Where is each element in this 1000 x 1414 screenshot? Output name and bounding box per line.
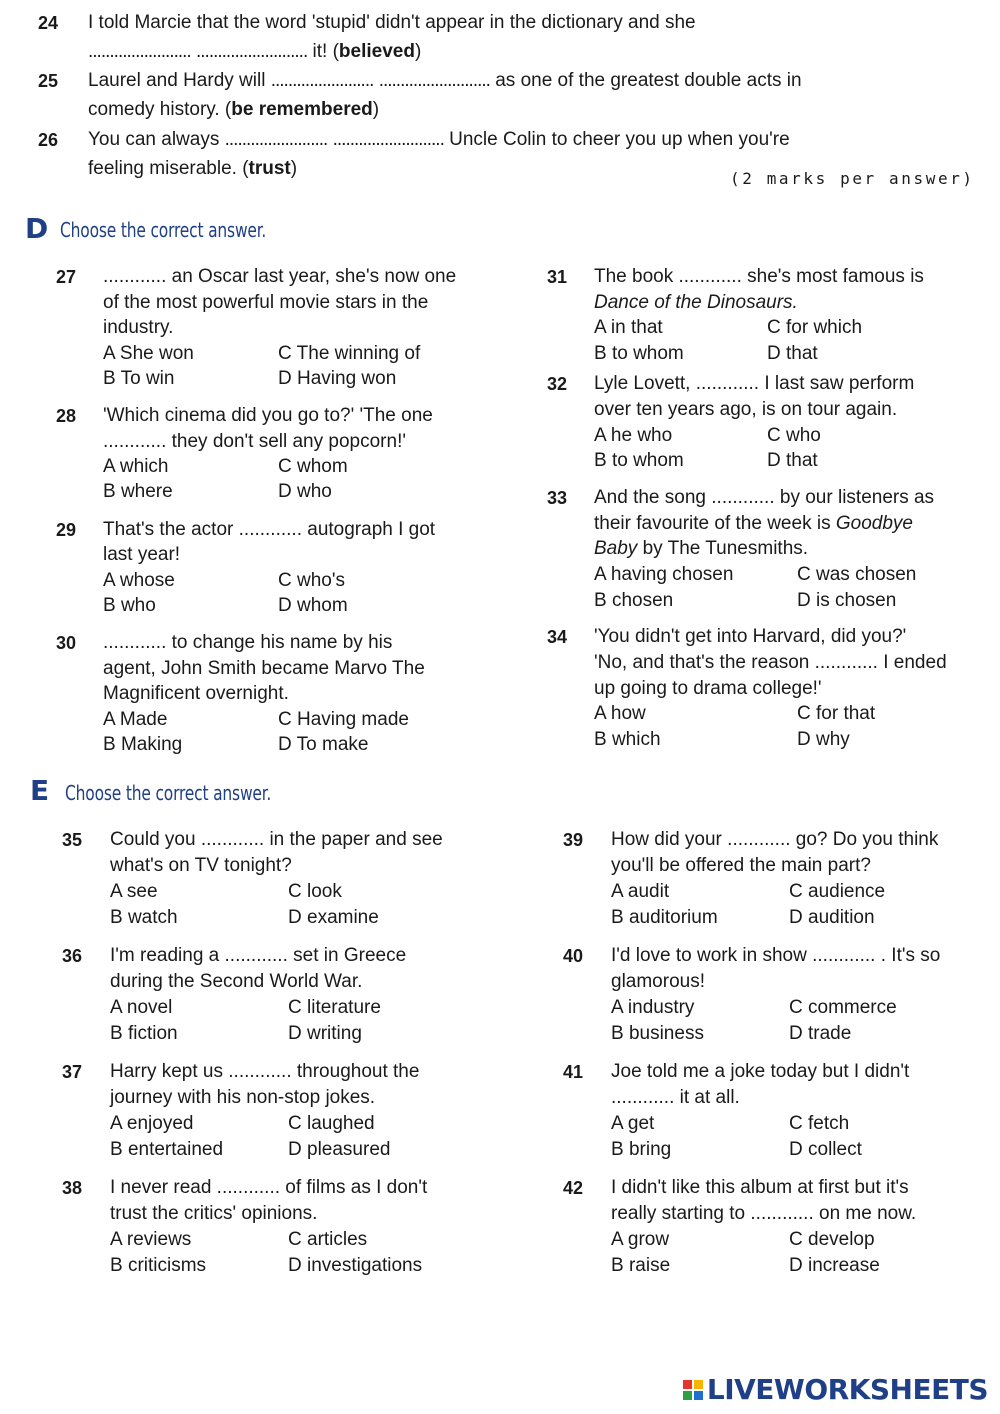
q25-close: ) bbox=[372, 99, 380, 120]
q42-number: 42 bbox=[563, 1178, 584, 1198]
q40-option-b[interactable]: B business bbox=[611, 1023, 704, 1044]
q34-line1: 'You didn't get into Harvard, did you?' bbox=[594, 626, 907, 647]
q25-line2-text: comedy history. ( bbox=[88, 99, 232, 120]
q34-line3: up going to drama college!' bbox=[594, 678, 822, 699]
q30-line1: ............ to change his name by his bbox=[103, 632, 393, 653]
q24-blank1[interactable]: ........................ bbox=[88, 41, 191, 62]
q39-option-d[interactable]: D audition bbox=[789, 907, 875, 928]
logo-square-yellow bbox=[694, 1380, 703, 1389]
q36-option-a[interactable]: A novel bbox=[110, 997, 173, 1018]
q30-option-b[interactable]: B Making bbox=[103, 734, 183, 755]
q28-line1: 'Which cinema did you go to?' 'The one bbox=[103, 405, 433, 426]
q31-option-b[interactable]: B to whom bbox=[594, 343, 684, 364]
q30-line2: agent, John Smith became Marvo The bbox=[103, 658, 425, 679]
q41-option-d[interactable]: D collect bbox=[789, 1139, 862, 1160]
q35-option-c[interactable]: C look bbox=[288, 881, 342, 902]
q30-line3: Magnificent overnight. bbox=[103, 683, 289, 704]
q25-number: 25 bbox=[38, 71, 59, 91]
q26-close: ) bbox=[290, 158, 298, 179]
q24-close: ) bbox=[414, 41, 422, 62]
q24-blank2[interactable]: .......................... bbox=[195, 41, 308, 62]
q30-option-c[interactable]: C Having made bbox=[278, 709, 409, 730]
q33-line1: And the song ............ by our listeners as bbox=[594, 487, 935, 508]
q33-title-part1: Goodbye bbox=[835, 513, 913, 534]
q31-line1: The book ............ she's most famous is bbox=[594, 266, 924, 287]
marks-note: (2 marks per answer) bbox=[730, 169, 975, 188]
q28-option-b[interactable]: B where bbox=[103, 481, 173, 502]
q32-number: 32 bbox=[547, 374, 568, 394]
q33-option-c[interactable]: C was chosen bbox=[797, 564, 917, 585]
q34-option-c[interactable]: C for that bbox=[797, 703, 876, 724]
q37-line2: journey with his non-stop jokes. bbox=[110, 1087, 376, 1108]
q37-line1: Harry kept us ............ throughout the bbox=[110, 1061, 420, 1082]
q36-line2: during the Second World War. bbox=[110, 971, 363, 992]
q26-line2 bbox=[88, 156, 297, 182]
q35-option-b[interactable]: B watch bbox=[110, 907, 178, 928]
q26-post: Uncle Colin to cheer you up when you're bbox=[449, 129, 790, 150]
q40-line1: I'd love to work in show ............ . It's so bbox=[611, 945, 941, 966]
q24-tail: it! ( bbox=[307, 41, 339, 62]
q26-blank1[interactable]: ........................ bbox=[224, 129, 328, 150]
q27-number: 27 bbox=[56, 267, 77, 287]
q25-line1 bbox=[88, 68, 802, 94]
q29-option-b[interactable]: B who bbox=[103, 595, 156, 616]
q34-option-b[interactable]: B which bbox=[594, 729, 661, 750]
q41-option-b[interactable]: B bring bbox=[611, 1139, 672, 1160]
q38-option-c[interactable]: C articles bbox=[288, 1229, 368, 1250]
q33-line3-text: by The Tunesmiths. bbox=[637, 538, 809, 559]
q41-line2: ............ it at all. bbox=[611, 1087, 740, 1108]
q26-pre: You can always bbox=[88, 129, 220, 150]
q42-option-d[interactable]: D increase bbox=[789, 1255, 880, 1276]
logo-square-red bbox=[683, 1380, 692, 1389]
q39-option-a[interactable]: A audit bbox=[611, 881, 670, 902]
logo-square-green bbox=[683, 1391, 692, 1400]
q25-post: as one of the greatest double acts in bbox=[495, 70, 802, 91]
q29-number: 29 bbox=[56, 520, 77, 540]
q26-blank2[interactable]: .......................... bbox=[332, 129, 444, 150]
q24-line2 bbox=[88, 39, 421, 65]
q37-option-b[interactable]: B entertained bbox=[110, 1139, 224, 1160]
q35-option-d[interactable]: D examine bbox=[288, 907, 379, 928]
q36-option-b[interactable]: B fiction bbox=[110, 1023, 178, 1044]
q27-option-b[interactable]: B To win bbox=[103, 368, 175, 389]
logo-grid-icon bbox=[683, 1380, 703, 1400]
q42-line1: I didn't like this album at first but it's bbox=[611, 1177, 909, 1198]
q36-number: 36 bbox=[62, 946, 83, 966]
q29-option-a[interactable]: A whose bbox=[103, 570, 175, 591]
q33-number: 33 bbox=[547, 488, 568, 508]
q31-option-c[interactable]: C for which bbox=[767, 317, 863, 338]
q40-option-a[interactable]: A industry bbox=[611, 997, 695, 1018]
q33-line3 bbox=[594, 536, 808, 562]
q33-line2 bbox=[594, 511, 913, 537]
q35-option-a[interactable]: A see bbox=[110, 881, 158, 902]
q29-option-c[interactable]: C who's bbox=[278, 570, 345, 591]
q25-pre: Laurel and Hardy will bbox=[88, 70, 266, 91]
q26-line1 bbox=[88, 127, 790, 153]
q34-line2: 'No, and that's the reason ............ I ended bbox=[594, 652, 947, 673]
q34-number: 34 bbox=[547, 627, 568, 647]
q32-option-d[interactable]: D that bbox=[767, 450, 818, 471]
q40-number: 40 bbox=[563, 946, 584, 966]
q27-option-a[interactable]: A She won bbox=[103, 343, 194, 364]
q41-option-a[interactable]: A get bbox=[611, 1113, 655, 1134]
q38-option-b[interactable]: B criticisms bbox=[110, 1255, 207, 1276]
q28-line2: ............ they don't sell any popcorn!' bbox=[103, 431, 406, 452]
q32-option-b[interactable]: B to whom bbox=[594, 450, 684, 471]
q30-number: 30 bbox=[56, 633, 77, 653]
section-e-title: Choose the correct answer. bbox=[65, 781, 272, 805]
section-d-title: Choose the correct answer. bbox=[60, 218, 267, 242]
q37-option-c[interactable]: C laughed bbox=[288, 1113, 375, 1134]
q26-line2-text: feeling miserable. ( bbox=[88, 158, 249, 179]
q28-option-a[interactable]: A which bbox=[103, 456, 169, 477]
q32-line1: Lyle Lovett, ............ I last saw perform bbox=[594, 373, 915, 394]
q36-option-d[interactable]: D writing bbox=[288, 1023, 362, 1044]
q32-line2: over ten years ago, is on tour again. bbox=[594, 399, 898, 420]
q27-line2: of the most powerful movie stars in the bbox=[103, 292, 429, 313]
q38-line2: trust the critics' opinions. bbox=[110, 1203, 318, 1224]
q42-option-a[interactable]: A grow bbox=[611, 1229, 670, 1250]
liveworksheets-logo[interactable] bbox=[683, 1373, 988, 1406]
q28-option-d[interactable]: D who bbox=[278, 481, 332, 502]
q27-option-c[interactable]: C The winning of bbox=[278, 343, 421, 364]
q30-option-a[interactable]: A Made bbox=[103, 709, 168, 730]
q26-number: 26 bbox=[38, 130, 59, 150]
q35-line2: what's on TV tonight? bbox=[110, 855, 292, 876]
q30-option-d[interactable]: D To make bbox=[278, 734, 369, 755]
q31-line2: Dance of the Dinosaurs. bbox=[594, 292, 798, 313]
q32-option-a[interactable]: A he who bbox=[594, 425, 673, 446]
q25-line2 bbox=[88, 97, 379, 123]
q39-option-b[interactable]: B auditorium bbox=[611, 907, 718, 928]
q31-option-d[interactable]: D that bbox=[767, 343, 818, 364]
q32-option-c[interactable]: C who bbox=[767, 425, 821, 446]
q36-line1: I'm reading a ............ set in Greece bbox=[110, 945, 407, 966]
q35-number: 35 bbox=[62, 830, 83, 850]
q41-line1: Joe told me a joke today but I didn't bbox=[611, 1061, 910, 1082]
q31-number: 31 bbox=[547, 267, 568, 287]
q25-hint: be remembered bbox=[231, 99, 373, 120]
q33-option-d[interactable]: D is chosen bbox=[797, 590, 897, 611]
q40-line2: glamorous! bbox=[611, 971, 705, 992]
q42-option-b[interactable]: B raise bbox=[611, 1255, 671, 1276]
q34-option-a[interactable]: A how bbox=[594, 703, 646, 724]
q33-title-part2: Baby bbox=[594, 538, 638, 559]
q41-number: 41 bbox=[563, 1062, 584, 1082]
q38-line1: I never read ............ of films as I don't bbox=[110, 1177, 428, 1198]
q39-option-c[interactable]: C audience bbox=[789, 881, 886, 902]
q29-line2: last year! bbox=[103, 544, 181, 565]
section-e-letter: E bbox=[30, 774, 50, 807]
q37-option-a[interactable]: A enjoyed bbox=[110, 1113, 194, 1134]
q33-option-b[interactable]: B chosen bbox=[594, 590, 674, 611]
q24-text: I told Marcie that the word 'stupid' didn't appear in the dictionary and she bbox=[88, 12, 696, 33]
q38-option-d[interactable]: D investigations bbox=[288, 1255, 423, 1276]
q39-line2: you'll be offered the main part? bbox=[611, 855, 871, 876]
q39-number: 39 bbox=[563, 830, 584, 850]
q40-option-d[interactable]: D trade bbox=[789, 1023, 852, 1044]
q25-blank2[interactable]: .......................... bbox=[378, 70, 490, 91]
logo-text: LIVEWORKSHEETS bbox=[706, 1373, 988, 1406]
q29-option-d[interactable]: D whom bbox=[278, 595, 348, 616]
q27-option-d[interactable]: D Having won bbox=[278, 368, 397, 389]
q37-number: 37 bbox=[62, 1062, 83, 1082]
q25-blank1[interactable]: ........................ bbox=[270, 70, 374, 91]
q36-option-c[interactable]: C literature bbox=[288, 997, 381, 1018]
q27-line1: ............ an Oscar last year, she's now one bbox=[103, 266, 457, 287]
q31-option-a[interactable]: A in that bbox=[594, 317, 663, 338]
q28-number: 28 bbox=[56, 406, 77, 426]
section-d-letter: D bbox=[25, 212, 49, 245]
q24-number: 24 bbox=[38, 13, 59, 33]
q37-option-d[interactable]: D pleasured bbox=[288, 1139, 391, 1160]
q42-line2: really starting to ............ on me now. bbox=[611, 1203, 917, 1224]
q35-line1: Could you ............ in the paper and see bbox=[110, 829, 443, 850]
q42-option-c[interactable]: C develop bbox=[789, 1229, 875, 1250]
logo-square-blue bbox=[694, 1391, 703, 1400]
q34-option-d[interactable]: D why bbox=[797, 729, 850, 750]
q33-line2-text: their favourite of the week is bbox=[594, 513, 836, 534]
q26-hint: trust bbox=[248, 158, 291, 179]
q39-line1: How did your ............ go? Do you think bbox=[611, 829, 939, 850]
q27-line3: industry. bbox=[103, 317, 174, 338]
q40-option-c[interactable]: C commerce bbox=[789, 997, 897, 1018]
q29-line1: That's the actor ............ autograph I got bbox=[103, 519, 436, 540]
q33-option-a[interactable]: A having chosen bbox=[594, 564, 734, 585]
q28-option-c[interactable]: C whom bbox=[278, 456, 348, 477]
q38-number: 38 bbox=[62, 1178, 83, 1198]
q41-option-c[interactable]: C fetch bbox=[789, 1113, 850, 1134]
q24-hint: believed bbox=[338, 41, 415, 62]
q38-option-a[interactable]: A reviews bbox=[110, 1229, 192, 1250]
